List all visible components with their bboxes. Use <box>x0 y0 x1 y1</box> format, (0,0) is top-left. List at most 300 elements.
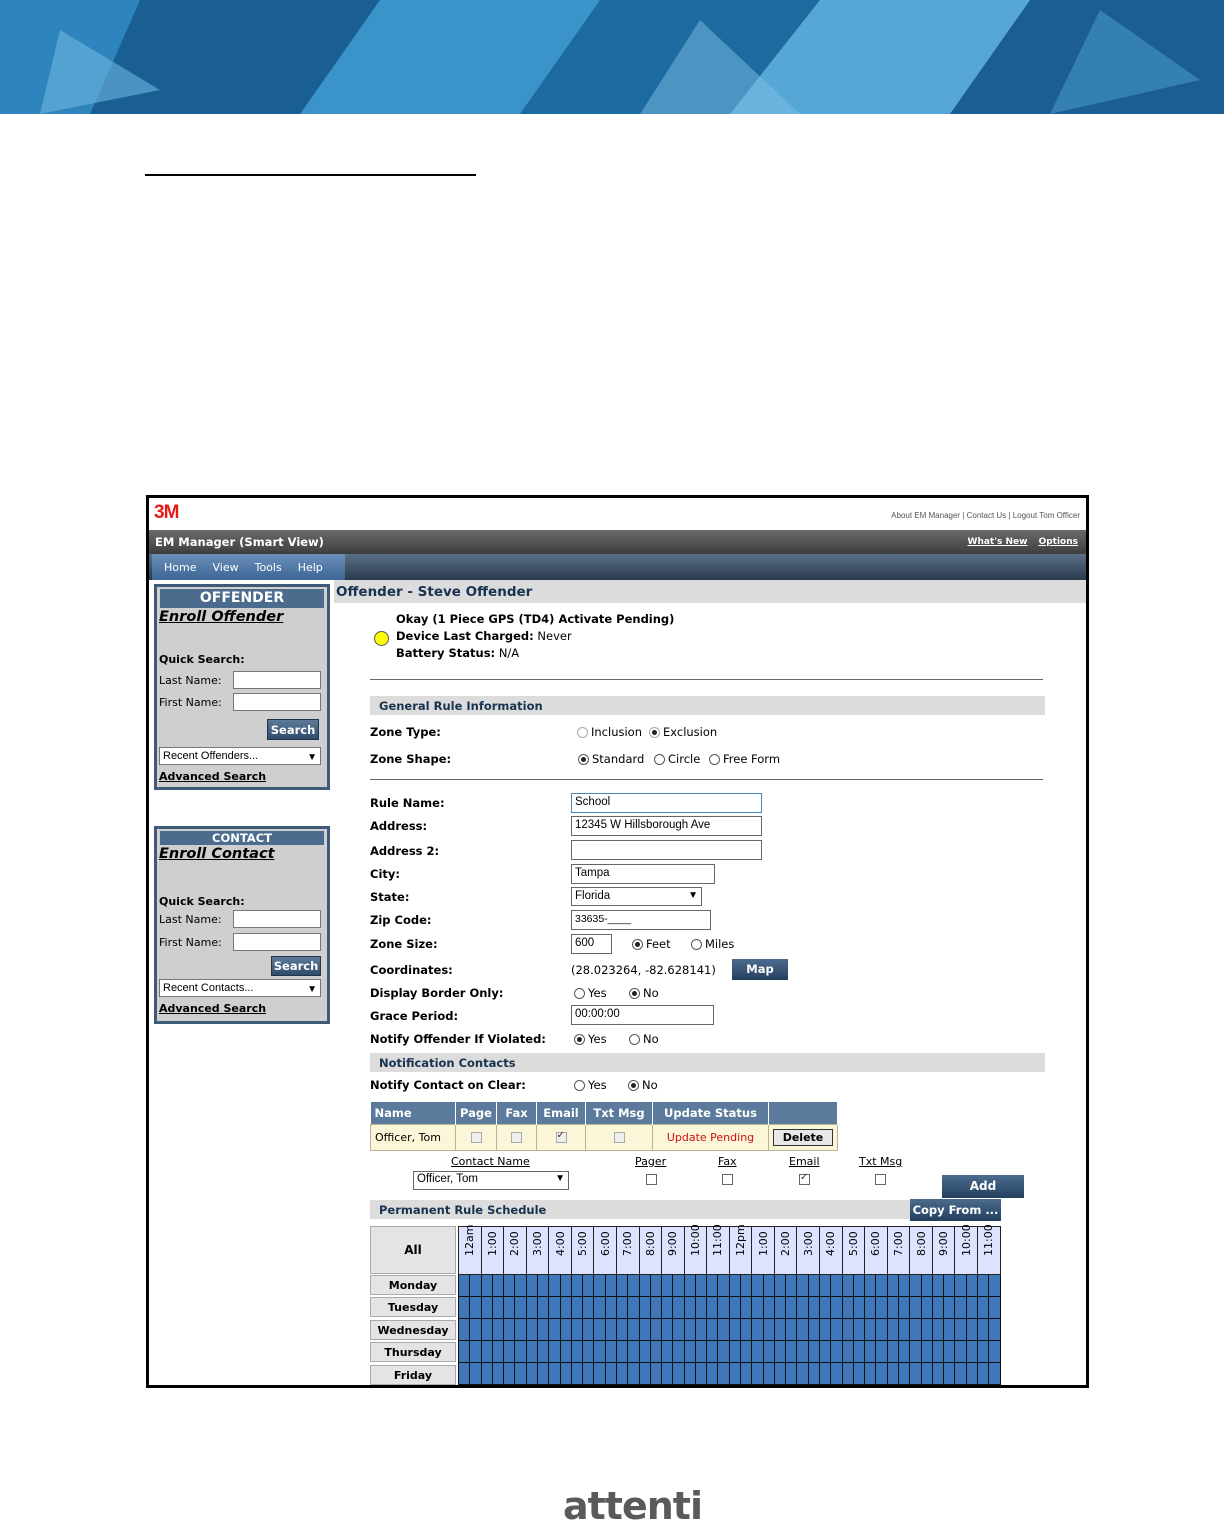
schedule-cell[interactable] <box>944 1297 955 1319</box>
schedule-cell[interactable] <box>729 1275 740 1297</box>
schedule-cell[interactable] <box>977 1341 988 1363</box>
zone-type-exclusion[interactable]: Exclusion <box>649 725 717 739</box>
add-pager-checkbox[interactable] <box>646 1174 657 1185</box>
schedule-cell[interactable] <box>955 1363 966 1385</box>
menu-view[interactable]: View <box>212 560 239 574</box>
schedule-cell[interactable] <box>650 1319 661 1341</box>
schedule-cell[interactable] <box>741 1363 752 1385</box>
schedule-cell[interactable] <box>639 1275 650 1297</box>
schedule-cell[interactable] <box>605 1319 616 1341</box>
schedule-cell[interactable] <box>583 1341 594 1363</box>
recent-contacts-select[interactable]: Recent Contacts... ▼ <box>159 979 321 997</box>
schedule-cell[interactable] <box>977 1363 988 1385</box>
notify-clear-yes[interactable]: Yes <box>574 1078 607 1092</box>
schedule-cell[interactable] <box>605 1297 616 1319</box>
border-yes[interactable]: Yes <box>574 986 607 1000</box>
schedule-cell[interactable] <box>910 1319 921 1341</box>
schedule-cell[interactable] <box>515 1363 526 1385</box>
schedule-cell[interactable] <box>515 1275 526 1297</box>
schedule-cell[interactable] <box>842 1319 853 1341</box>
schedule-cell[interactable] <box>910 1297 921 1319</box>
schedule-cell[interactable] <box>504 1319 515 1341</box>
schedule-cell[interactable] <box>594 1319 605 1341</box>
schedule-cell[interactable] <box>571 1297 582 1319</box>
schedule-cell[interactable] <box>605 1341 616 1363</box>
schedule-cell[interactable] <box>797 1297 808 1319</box>
whats-new-link[interactable]: What's New <box>967 537 1028 547</box>
schedule-cell[interactable] <box>504 1297 515 1319</box>
schedule-cell[interactable] <box>684 1297 695 1319</box>
schedule-cell[interactable] <box>898 1275 909 1297</box>
schedule-cell[interactable] <box>763 1341 774 1363</box>
contact-advanced-search-link[interactable]: Advanced Search <box>159 1002 267 1015</box>
schedule-cell[interactable] <box>853 1319 864 1341</box>
schedule-cell[interactable] <box>989 1297 1001 1319</box>
offender-first-name-input[interactable] <box>233 693 321 711</box>
schedule-cell[interactable] <box>774 1363 785 1385</box>
schedule-cell[interactable] <box>470 1363 481 1385</box>
day-thursday-button[interactable]: Thursday <box>370 1342 456 1362</box>
schedule-cell[interactable] <box>786 1319 797 1341</box>
schedule-cell[interactable] <box>470 1341 481 1363</box>
hour-header[interactable] <box>684 1224 707 1275</box>
schedule-cell[interactable] <box>876 1341 887 1363</box>
zone-shape-circle[interactable]: Circle <box>654 752 700 766</box>
schedule-cell[interactable] <box>628 1275 639 1297</box>
schedule-cell[interactable] <box>977 1275 988 1297</box>
schedule-cell[interactable] <box>865 1319 876 1341</box>
schedule-cell[interactable] <box>639 1341 650 1363</box>
schedule-cell[interactable] <box>831 1275 842 1297</box>
schedule-cell[interactable] <box>842 1341 853 1363</box>
schedule-cell[interactable] <box>932 1275 943 1297</box>
hour-header[interactable] <box>616 1227 639 1275</box>
schedule-cell[interactable] <box>639 1297 650 1319</box>
schedule-cell[interactable] <box>741 1297 752 1319</box>
schedule-cell[interactable] <box>515 1341 526 1363</box>
hour-header[interactable] <box>639 1227 662 1275</box>
schedule-cell[interactable] <box>831 1297 842 1319</box>
schedule-cell[interactable] <box>537 1297 548 1319</box>
schedule-cell[interactable] <box>526 1275 537 1297</box>
schedule-cell[interactable] <box>459 1363 470 1385</box>
menu-help[interactable]: Help <box>297 560 323 574</box>
schedule-cell[interactable] <box>831 1363 842 1385</box>
hour-header[interactable] <box>662 1227 685 1275</box>
schedule-cell[interactable] <box>831 1341 842 1363</box>
schedule-cell[interactable] <box>955 1275 966 1297</box>
schedule-cell[interactable] <box>718 1341 729 1363</box>
copy-from-button[interactable]: Copy From ... <box>910 1199 1001 1221</box>
schedule-cell[interactable] <box>752 1363 763 1385</box>
options-link[interactable]: Options <box>1038 537 1078 547</box>
contact-search-button[interactable]: Search <box>271 956 321 976</box>
schedule-cell[interactable] <box>571 1341 582 1363</box>
schedule-cell[interactable] <box>741 1275 752 1297</box>
schedule-cell[interactable] <box>695 1319 706 1341</box>
schedule-cell[interactable] <box>459 1275 470 1297</box>
offender-last-name-input[interactable] <box>233 671 321 689</box>
schedule-cell[interactable] <box>853 1363 864 1385</box>
schedule-cell[interactable] <box>898 1363 909 1385</box>
schedule-cell[interactable] <box>605 1363 616 1385</box>
hour-header[interactable] <box>707 1224 730 1275</box>
menu-home[interactable]: Home <box>164 560 197 574</box>
day-friday-button[interactable]: Friday <box>370 1365 456 1385</box>
schedule-cell[interactable] <box>560 1319 571 1341</box>
schedule-cell[interactable] <box>865 1363 876 1385</box>
schedule-cell[interactable] <box>774 1275 785 1297</box>
schedule-cell[interactable] <box>718 1275 729 1297</box>
schedule-cell[interactable] <box>865 1275 876 1297</box>
hour-header[interactable] <box>549 1227 572 1275</box>
schedule-cell[interactable] <box>921 1297 932 1319</box>
schedule-cell[interactable] <box>549 1319 560 1341</box>
schedule-cell[interactable] <box>684 1341 695 1363</box>
schedule-cell[interactable] <box>955 1319 966 1341</box>
contact-last-name-input[interactable] <box>233 910 321 928</box>
schedule-cell[interactable] <box>898 1341 909 1363</box>
hour-header[interactable] <box>526 1227 549 1275</box>
offender-advanced-search-link[interactable]: Advanced Search <box>159 770 267 783</box>
schedule-cell[interactable] <box>673 1341 684 1363</box>
add-txt-checkbox[interactable] <box>875 1174 886 1185</box>
schedule-cell[interactable] <box>820 1341 831 1363</box>
schedule-cell[interactable] <box>808 1275 819 1297</box>
schedule-cell[interactable] <box>650 1297 661 1319</box>
unit-miles[interactable]: Miles <box>691 937 734 951</box>
hour-header[interactable] <box>977 1224 1000 1275</box>
schedule-cell[interactable] <box>537 1363 548 1385</box>
schedule-cell[interactable] <box>729 1297 740 1319</box>
day-wednesday-button[interactable]: Wednesday <box>370 1320 456 1340</box>
schedule-cell[interactable] <box>932 1363 943 1385</box>
schedule-cell[interactable] <box>470 1275 481 1297</box>
schedule-cell[interactable] <box>673 1297 684 1319</box>
top-links[interactable]: About EM Manager | Contact Us | Logout Tom Officer <box>891 511 1080 520</box>
schedule-cell[interactable] <box>616 1341 627 1363</box>
hour-header[interactable] <box>459 1224 482 1275</box>
schedule-cell[interactable] <box>504 1275 515 1297</box>
schedule-cell[interactable] <box>526 1319 537 1341</box>
schedule-cell[interactable] <box>650 1363 661 1385</box>
schedule-cell[interactable] <box>459 1297 470 1319</box>
schedule-cell[interactable] <box>763 1275 774 1297</box>
map-button[interactable]: Map <box>732 959 788 980</box>
schedule-cell[interactable] <box>786 1363 797 1385</box>
schedule-cell[interactable] <box>774 1297 785 1319</box>
schedule-cell[interactable] <box>492 1297 503 1319</box>
schedule-cell[interactable] <box>752 1275 763 1297</box>
zone-type-inclusion[interactable]: Inclusion <box>577 725 642 739</box>
schedule-cell[interactable] <box>820 1297 831 1319</box>
offender-search-button[interactable]: Search <box>267 719 319 740</box>
schedule-cell[interactable] <box>898 1297 909 1319</box>
hour-header[interactable] <box>820 1227 843 1275</box>
schedule-cell[interactable] <box>876 1363 887 1385</box>
schedule-cell[interactable] <box>504 1341 515 1363</box>
notify-offender-no[interactable]: No <box>629 1032 659 1046</box>
schedule-cell[interactable] <box>684 1319 695 1341</box>
schedule-cell[interactable] <box>741 1341 752 1363</box>
schedule-cell[interactable] <box>774 1341 785 1363</box>
schedule-cell[interactable] <box>481 1275 492 1297</box>
hour-header[interactable] <box>955 1224 978 1275</box>
schedule-cell[interactable] <box>459 1319 470 1341</box>
day-monday-button[interactable]: Monday <box>370 1275 456 1295</box>
border-no[interactable]: No <box>629 986 659 1000</box>
schedule-cell[interactable] <box>537 1275 548 1297</box>
schedule-cell[interactable] <box>481 1363 492 1385</box>
schedule-cell[interactable] <box>583 1297 594 1319</box>
schedule-cell[interactable] <box>887 1275 898 1297</box>
schedule-cell[interactable] <box>921 1341 932 1363</box>
schedule-cell[interactable] <box>481 1297 492 1319</box>
schedule-cell[interactable] <box>887 1363 898 1385</box>
schedule-cell[interactable] <box>504 1363 515 1385</box>
day-tuesday-button[interactable]: Tuesday <box>370 1297 456 1317</box>
schedule-cell[interactable] <box>571 1319 582 1341</box>
schedule-cell[interactable] <box>966 1319 977 1341</box>
recent-offenders-select[interactable]: Recent Offenders... ▼ <box>159 747 321 765</box>
schedule-cell[interactable] <box>921 1275 932 1297</box>
add-fax-checkbox[interactable] <box>722 1174 733 1185</box>
schedule-cell[interactable] <box>989 1275 1001 1297</box>
schedule-cell[interactable] <box>808 1319 819 1341</box>
schedule-cell[interactable] <box>594 1363 605 1385</box>
schedule-cell[interactable] <box>616 1275 627 1297</box>
schedule-cell[interactable] <box>820 1275 831 1297</box>
schedule-cell[interactable] <box>752 1319 763 1341</box>
schedule-cell[interactable] <box>786 1297 797 1319</box>
schedule-cell[interactable] <box>492 1341 503 1363</box>
hour-header[interactable] <box>571 1227 594 1275</box>
schedule-cell[interactable] <box>865 1341 876 1363</box>
menu-tools[interactable]: Tools <box>254 560 282 574</box>
schedule-cell[interactable] <box>662 1297 673 1319</box>
rule-name-input[interactable]: School <box>571 793 762 813</box>
schedule-cell[interactable] <box>684 1363 695 1385</box>
schedule-cell[interactable] <box>820 1319 831 1341</box>
schedule-cell[interactable] <box>695 1275 706 1297</box>
delete-button[interactable]: Delete <box>773 1129 834 1146</box>
schedule-cell[interactable] <box>820 1363 831 1385</box>
schedule-cell[interactable] <box>650 1275 661 1297</box>
address2-input[interactable] <box>571 840 762 860</box>
schedule-cell[interactable] <box>571 1275 582 1297</box>
schedule-cell[interactable] <box>898 1319 909 1341</box>
schedule-cell[interactable] <box>989 1363 1001 1385</box>
schedule-cell[interactable] <box>718 1363 729 1385</box>
schedule-cell[interactable] <box>786 1275 797 1297</box>
schedule-cell[interactable] <box>628 1363 639 1385</box>
schedule-cell[interactable] <box>763 1363 774 1385</box>
schedule-cell[interactable] <box>662 1275 673 1297</box>
schedule-cell[interactable] <box>526 1363 537 1385</box>
schedule-cell[interactable] <box>707 1297 718 1319</box>
schedule-cell[interactable] <box>966 1341 977 1363</box>
schedule-cell[interactable] <box>662 1319 673 1341</box>
schedule-cell[interactable] <box>628 1297 639 1319</box>
schedule-cell[interactable] <box>831 1319 842 1341</box>
schedule-cell[interactable] <box>707 1341 718 1363</box>
contact-select[interactable]: Officer, Tom ▼ <box>413 1171 569 1190</box>
schedule-cell[interactable] <box>797 1341 808 1363</box>
schedule-cell[interactable] <box>616 1319 627 1341</box>
schedule-cell[interactable] <box>673 1275 684 1297</box>
schedule-cell[interactable] <box>910 1275 921 1297</box>
schedule-cell[interactable] <box>921 1319 932 1341</box>
schedule-cell[interactable] <box>695 1341 706 1363</box>
schedule-cell[interactable] <box>944 1275 955 1297</box>
schedule-cell[interactable] <box>605 1275 616 1297</box>
schedule-cell[interactable] <box>616 1297 627 1319</box>
notify-clear-no[interactable]: No <box>628 1078 658 1092</box>
schedule-cell[interactable] <box>616 1363 627 1385</box>
hour-header[interactable] <box>752 1227 775 1275</box>
schedule-cell[interactable] <box>955 1341 966 1363</box>
schedule-cell[interactable] <box>560 1363 571 1385</box>
hour-header[interactable] <box>910 1227 933 1275</box>
schedule-cell[interactable] <box>515 1319 526 1341</box>
schedule-cell[interactable] <box>763 1297 774 1319</box>
schedule-cell[interactable] <box>459 1341 470 1363</box>
schedule-cell[interactable] <box>707 1275 718 1297</box>
schedule-cell[interactable] <box>932 1297 943 1319</box>
schedule-cell[interactable] <box>989 1341 1001 1363</box>
schedule-cell[interactable] <box>481 1341 492 1363</box>
schedule-cell[interactable] <box>492 1275 503 1297</box>
schedule-cell[interactable] <box>808 1363 819 1385</box>
schedule-cell[interactable] <box>571 1363 582 1385</box>
schedule-cell[interactable] <box>853 1341 864 1363</box>
hour-header[interactable] <box>932 1227 955 1275</box>
schedule-cell[interactable] <box>639 1319 650 1341</box>
schedule-cell[interactable] <box>966 1297 977 1319</box>
schedule-cell[interactable] <box>842 1275 853 1297</box>
schedule-cell[interactable] <box>887 1319 898 1341</box>
hour-header[interactable] <box>594 1227 617 1275</box>
schedule-cell[interactable] <box>515 1297 526 1319</box>
schedule-cell[interactable] <box>650 1341 661 1363</box>
schedule-cell[interactable] <box>932 1341 943 1363</box>
schedule-cell[interactable] <box>470 1319 481 1341</box>
schedule-cell[interactable] <box>662 1341 673 1363</box>
schedule-cell[interactable] <box>797 1319 808 1341</box>
schedule-cell[interactable] <box>594 1275 605 1297</box>
hour-header[interactable] <box>842 1227 865 1275</box>
schedule-cell[interactable] <box>842 1363 853 1385</box>
hour-header[interactable] <box>481 1227 504 1275</box>
hour-header[interactable] <box>865 1227 888 1275</box>
schedule-cell[interactable] <box>966 1363 977 1385</box>
schedule-cell[interactable] <box>910 1363 921 1385</box>
schedule-cell[interactable] <box>921 1363 932 1385</box>
address-input[interactable]: 12345 W Hillsborough Ave <box>571 816 762 836</box>
zone-shape-standard[interactable]: Standard <box>578 752 644 766</box>
hour-header[interactable] <box>774 1227 797 1275</box>
schedule-cell[interactable] <box>741 1319 752 1341</box>
hour-header[interactable] <box>729 1224 752 1275</box>
schedule-cell[interactable] <box>729 1363 740 1385</box>
enroll-offender-link[interactable]: Enroll Offender <box>159 609 284 625</box>
schedule-cell[interactable] <box>639 1363 650 1385</box>
schedule-cell[interactable] <box>537 1341 548 1363</box>
schedule-cell[interactable] <box>492 1319 503 1341</box>
schedule-cell[interactable] <box>628 1341 639 1363</box>
schedule-cell[interactable] <box>842 1297 853 1319</box>
schedule-cell[interactable] <box>786 1341 797 1363</box>
schedule-cell[interactable] <box>492 1363 503 1385</box>
state-select[interactable]: Florida ▼ <box>571 887 702 906</box>
zone-shape-free-form[interactable]: Free Form <box>709 752 780 766</box>
add-email-checkbox[interactable] <box>799 1174 810 1185</box>
enroll-contact-link[interactable]: Enroll Contact <box>159 846 275 862</box>
city-input[interactable]: Tampa <box>571 864 715 884</box>
schedule-cell[interactable] <box>673 1363 684 1385</box>
schedule-cell[interactable] <box>752 1297 763 1319</box>
schedule-cell[interactable] <box>932 1319 943 1341</box>
schedule-cell[interactable] <box>763 1319 774 1341</box>
schedule-cell[interactable] <box>628 1319 639 1341</box>
schedule-cell[interactable] <box>695 1363 706 1385</box>
schedule-cell[interactable] <box>887 1297 898 1319</box>
schedule-cell[interactable] <box>853 1275 864 1297</box>
schedule-cell[interactable] <box>594 1341 605 1363</box>
schedule-cell[interactable] <box>470 1297 481 1319</box>
schedule-cell[interactable] <box>549 1341 560 1363</box>
schedule-cell[interactable] <box>537 1319 548 1341</box>
schedule-cell[interactable] <box>966 1275 977 1297</box>
schedule-cell[interactable] <box>560 1297 571 1319</box>
schedule-cell[interactable] <box>594 1297 605 1319</box>
schedule-cell[interactable] <box>752 1341 763 1363</box>
schedule-cell[interactable] <box>549 1363 560 1385</box>
contact-first-name-input[interactable] <box>233 933 321 951</box>
schedule-cell[interactable] <box>718 1297 729 1319</box>
zone-size-input[interactable]: 600 <box>571 934 612 954</box>
schedule-cell[interactable] <box>560 1275 571 1297</box>
schedule-cell[interactable] <box>797 1275 808 1297</box>
schedule-cell[interactable] <box>707 1363 718 1385</box>
schedule-cell[interactable] <box>876 1297 887 1319</box>
schedule-cell[interactable] <box>549 1275 560 1297</box>
hour-header[interactable] <box>504 1227 527 1275</box>
schedule-cell[interactable] <box>684 1275 695 1297</box>
schedule-cell[interactable] <box>695 1297 706 1319</box>
grace-period-input[interactable]: 00:00:00 <box>571 1005 714 1025</box>
schedule-cell[interactable] <box>718 1319 729 1341</box>
notify-offender-yes[interactable]: Yes <box>574 1032 607 1046</box>
select-all-button[interactable]: All <box>370 1226 456 1274</box>
schedule-cell[interactable] <box>729 1319 740 1341</box>
hour-header[interactable] <box>797 1227 820 1275</box>
schedule-cell[interactable] <box>583 1319 594 1341</box>
zip-input[interactable]: 33635-____ <box>571 910 711 930</box>
schedule-cell[interactable] <box>707 1319 718 1341</box>
schedule-cell[interactable] <box>583 1363 594 1385</box>
schedule-cell[interactable] <box>481 1319 492 1341</box>
schedule-cell[interactable] <box>808 1297 819 1319</box>
schedule-cell[interactable] <box>526 1297 537 1319</box>
schedule-cell[interactable] <box>944 1319 955 1341</box>
schedule-cell[interactable] <box>887 1341 898 1363</box>
schedule-cell[interactable] <box>526 1341 537 1363</box>
schedule-cell[interactable] <box>853 1297 864 1319</box>
schedule-cell[interactable] <box>774 1319 785 1341</box>
unit-feet[interactable]: Feet <box>632 937 671 951</box>
schedule-cell[interactable] <box>662 1363 673 1385</box>
